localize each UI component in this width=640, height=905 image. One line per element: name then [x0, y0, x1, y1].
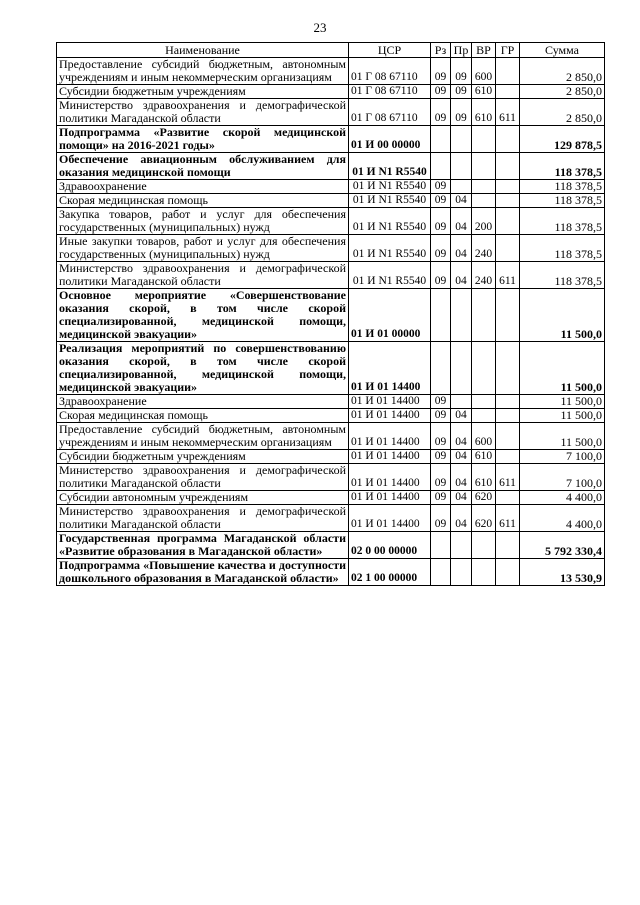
budget-table: [56, 42, 605, 586]
cell-gr: 611: [496, 505, 520, 532]
cell-pr: 09: [451, 99, 472, 126]
cell-pr: [451, 126, 472, 153]
cell-gr: [496, 491, 520, 505]
table-row: [57, 532, 605, 559]
cell-csr: 01 И N1 R5540: [349, 208, 431, 235]
table-row: [57, 342, 605, 395]
cell-csr: 01 И 01 14400: [349, 342, 431, 395]
cell-gr: [496, 532, 520, 559]
cell-pr: [451, 180, 472, 194]
table-row: [57, 491, 605, 505]
table-row: [57, 450, 605, 464]
cell-sum: 118 378,5: [520, 180, 605, 194]
table-row: [57, 289, 605, 342]
cell-pr: [451, 395, 472, 409]
cell-csr: 01 И 00 00000: [349, 126, 431, 153]
cell-rz: 09: [431, 505, 451, 532]
cell-csr: 01 И 01 14400: [349, 423, 431, 450]
cell-vr: [472, 289, 496, 342]
cell-rz: 09: [431, 180, 451, 194]
cell-sum: 118 378,5: [520, 194, 605, 208]
cell-name: Иные закупки товаров, работ и услуг для обеспечения государственных (муниципальных) нужд: [57, 235, 349, 262]
cell-gr: [496, 450, 520, 464]
cell-name: Министерство здравоохранения и демографической политики Магаданской области: [57, 464, 349, 491]
cell-sum: 118 378,5: [520, 208, 605, 235]
cell-rz: [431, 532, 451, 559]
cell-gr: [496, 289, 520, 342]
cell-gr: [496, 180, 520, 194]
cell-gr: [496, 208, 520, 235]
table-row: [57, 194, 605, 208]
cell-gr: [496, 409, 520, 423]
cell-csr: 01 Г 08 67110: [349, 58, 431, 85]
cell-csr: 01 И 01 14400: [349, 491, 431, 505]
cell-rz: 09: [431, 409, 451, 423]
cell-pr: 04: [451, 505, 472, 532]
cell-csr: 01 И N1 R5540: [349, 235, 431, 262]
cell-name: Подпрограмма «Повышение качества и доступности дошкольного образования в Магаданской области»: [57, 559, 349, 586]
cell-vr: 620: [472, 505, 496, 532]
cell-sum: 129 878,5: [520, 126, 605, 153]
cell-name: Обеспечение авиационным обслуживанием для оказания медицинской помощи: [57, 153, 349, 180]
cell-name: Предоставление субсидий бюджетным, автономным учреждениям и иным некоммерческим организациям: [57, 423, 349, 450]
cell-pr: [451, 532, 472, 559]
cell-vr: [472, 153, 496, 180]
cell-pr: [451, 289, 472, 342]
table-header-row: [57, 43, 605, 58]
cell-name: Министерство здравоохранения и демографической политики Магаданской области: [57, 505, 349, 532]
cell-pr: [451, 559, 472, 586]
table-row: [57, 208, 605, 235]
header-csr: ЦСР: [349, 43, 431, 58]
header-name: Наименование: [57, 43, 349, 58]
cell-rz: 09: [431, 450, 451, 464]
cell-pr: 04: [451, 491, 472, 505]
cell-name: Субсидии автономным учреждениям: [57, 491, 349, 505]
cell-vr: 610: [472, 99, 496, 126]
cell-vr: [472, 559, 496, 586]
table-row: [57, 85, 605, 99]
cell-pr: 09: [451, 58, 472, 85]
cell-vr: [472, 126, 496, 153]
cell-sum: 5 792 330,4: [520, 532, 605, 559]
cell-vr: [472, 342, 496, 395]
cell-vr: 620: [472, 491, 496, 505]
cell-vr: [472, 395, 496, 409]
cell-pr: 04: [451, 464, 472, 491]
header-sum: Сумма: [520, 43, 605, 58]
cell-sum: 2 850,0: [520, 85, 605, 99]
cell-csr: 01 И 01 14400: [349, 505, 431, 532]
table-row: [57, 395, 605, 409]
table-row: [57, 505, 605, 532]
cell-gr: [496, 126, 520, 153]
cell-pr: [451, 342, 472, 395]
cell-gr: [496, 58, 520, 85]
cell-sum: 11 500,0: [520, 409, 605, 423]
cell-rz: 09: [431, 262, 451, 289]
header-vr: ВР: [472, 43, 496, 58]
cell-name: Субсидии бюджетным учреждениям: [57, 450, 349, 464]
cell-rz: 09: [431, 99, 451, 126]
cell-vr: [472, 532, 496, 559]
cell-gr: [496, 342, 520, 395]
page-number: 23: [313, 20, 327, 35]
cell-vr: [472, 180, 496, 194]
cell-csr: 01 И 01 14400: [349, 450, 431, 464]
cell-sum: 118 378,5: [520, 153, 605, 180]
cell-rz: 09: [431, 194, 451, 208]
cell-sum: 118 378,5: [520, 262, 605, 289]
table-row: [57, 58, 605, 85]
cell-csr: 01 И N1 R5540: [349, 180, 431, 194]
cell-csr: 01 Г 08 67110: [349, 85, 431, 99]
cell-sum: 4 400,0: [520, 491, 605, 505]
cell-name: Основное мероприятие «Совершенствование оказания скорой, в том числе скорой специализированной, медицинской помощи, медицинской эвакуации»: [57, 289, 349, 342]
cell-pr: 04: [451, 235, 472, 262]
cell-sum: 7 100,0: [520, 450, 605, 464]
cell-sum: 2 850,0: [520, 58, 605, 85]
table-row: [57, 409, 605, 423]
cell-csr: 02 1 00 00000: [349, 559, 431, 586]
cell-sum: 11 500,0: [520, 289, 605, 342]
table-row: [57, 464, 605, 491]
cell-gr: [496, 235, 520, 262]
cell-name: Министерство здравоохранения и демографической политики Магаданской области: [57, 262, 349, 289]
cell-csr: 01 И 01 00000: [349, 289, 431, 342]
cell-gr: [496, 194, 520, 208]
cell-rz: 09: [431, 491, 451, 505]
cell-gr: [496, 85, 520, 99]
table-row: [57, 423, 605, 450]
cell-vr: 610: [472, 450, 496, 464]
cell-rz: 09: [431, 208, 451, 235]
cell-pr: 04: [451, 409, 472, 423]
cell-vr: [472, 409, 496, 423]
cell-rz: 09: [431, 423, 451, 450]
cell-name: Здравоохранение: [57, 395, 349, 409]
cell-name: Подпрограмма «Развитие скорой медицинской помощи» на 2016-2021 годы»: [57, 126, 349, 153]
cell-csr: 01 И N1 R5540: [349, 194, 431, 208]
header-pr: Пр: [451, 43, 472, 58]
cell-sum: 118 378,5: [520, 235, 605, 262]
cell-sum: 11 500,0: [520, 342, 605, 395]
header-gr: ГР: [496, 43, 520, 58]
table-row: [57, 262, 605, 289]
cell-csr: 01 И N1 R5540: [349, 262, 431, 289]
cell-vr: [472, 194, 496, 208]
cell-name: Реализация мероприятий по совершенствованию оказания скорой, в том числе скорой специализированной, медицинской помощи, медицинской эвакуации»: [57, 342, 349, 395]
cell-rz: [431, 153, 451, 180]
cell-csr: 02 0 00 00000: [349, 532, 431, 559]
cell-sum: 11 500,0: [520, 423, 605, 450]
cell-rz: 09: [431, 58, 451, 85]
cell-rz: 09: [431, 85, 451, 99]
table-row: [57, 153, 605, 180]
cell-sum: 2 850,0: [520, 99, 605, 126]
cell-rz: [431, 126, 451, 153]
table-row: [57, 559, 605, 586]
cell-name: Государственная программа Магаданской области «Развитие образования в Магаданской области»: [57, 532, 349, 559]
cell-gr: [496, 153, 520, 180]
cell-csr: 01 И 01 14400: [349, 464, 431, 491]
cell-rz: 09: [431, 235, 451, 262]
cell-name: Скорая медицинская помощь: [57, 194, 349, 208]
cell-sum: 11 500,0: [520, 395, 605, 409]
cell-gr: [496, 423, 520, 450]
cell-gr: 611: [496, 99, 520, 126]
cell-vr: 240: [472, 235, 496, 262]
cell-csr: 01 Г 08 67110: [349, 99, 431, 126]
cell-gr: [496, 559, 520, 586]
cell-csr: 01 И N1 R5540: [349, 153, 431, 180]
cell-sum: 4 400,0: [520, 505, 605, 532]
cell-pr: 04: [451, 194, 472, 208]
cell-rz: [431, 289, 451, 342]
cell-vr: 600: [472, 423, 496, 450]
cell-pr: 09: [451, 85, 472, 99]
cell-pr: 04: [451, 450, 472, 464]
table-row: [57, 126, 605, 153]
cell-sum: 13 530,9: [520, 559, 605, 586]
cell-sum: 7 100,0: [520, 464, 605, 491]
cell-name: Скорая медицинская помощь: [57, 409, 349, 423]
cell-csr: 01 И 01 14400: [349, 409, 431, 423]
cell-vr: 200: [472, 208, 496, 235]
cell-gr: 611: [496, 464, 520, 491]
cell-rz: [431, 559, 451, 586]
cell-vr: 610: [472, 85, 496, 99]
cell-gr: [496, 395, 520, 409]
cell-rz: 09: [431, 395, 451, 409]
cell-name: Закупка товаров, работ и услуг для обеспечения государственных (муниципальных) нужд: [57, 208, 349, 235]
table-row: [57, 99, 605, 126]
cell-name: Субсидии бюджетным учреждениям: [57, 85, 349, 99]
header-rz: Рз: [431, 43, 451, 58]
table-row: [57, 235, 605, 262]
table-row: [57, 180, 605, 194]
cell-pr: 04: [451, 262, 472, 289]
cell-vr: 600: [472, 58, 496, 85]
cell-name: Здравоохранение: [57, 180, 349, 194]
cell-pr: 04: [451, 208, 472, 235]
cell-csr: 01 И 01 14400: [349, 395, 431, 409]
cell-vr: 610: [472, 464, 496, 491]
cell-name: Министерство здравоохранения и демографической политики Магаданской области: [57, 99, 349, 126]
cell-name: Предоставление субсидий бюджетным, автономным учреждениям и иным некоммерческим организациям: [57, 58, 349, 85]
cell-rz: 09: [431, 464, 451, 491]
table-body: [57, 58, 605, 586]
cell-rz: [431, 342, 451, 395]
cell-gr: 611: [496, 262, 520, 289]
cell-pr: [451, 153, 472, 180]
cell-pr: 04: [451, 423, 472, 450]
cell-vr: 240: [472, 262, 496, 289]
